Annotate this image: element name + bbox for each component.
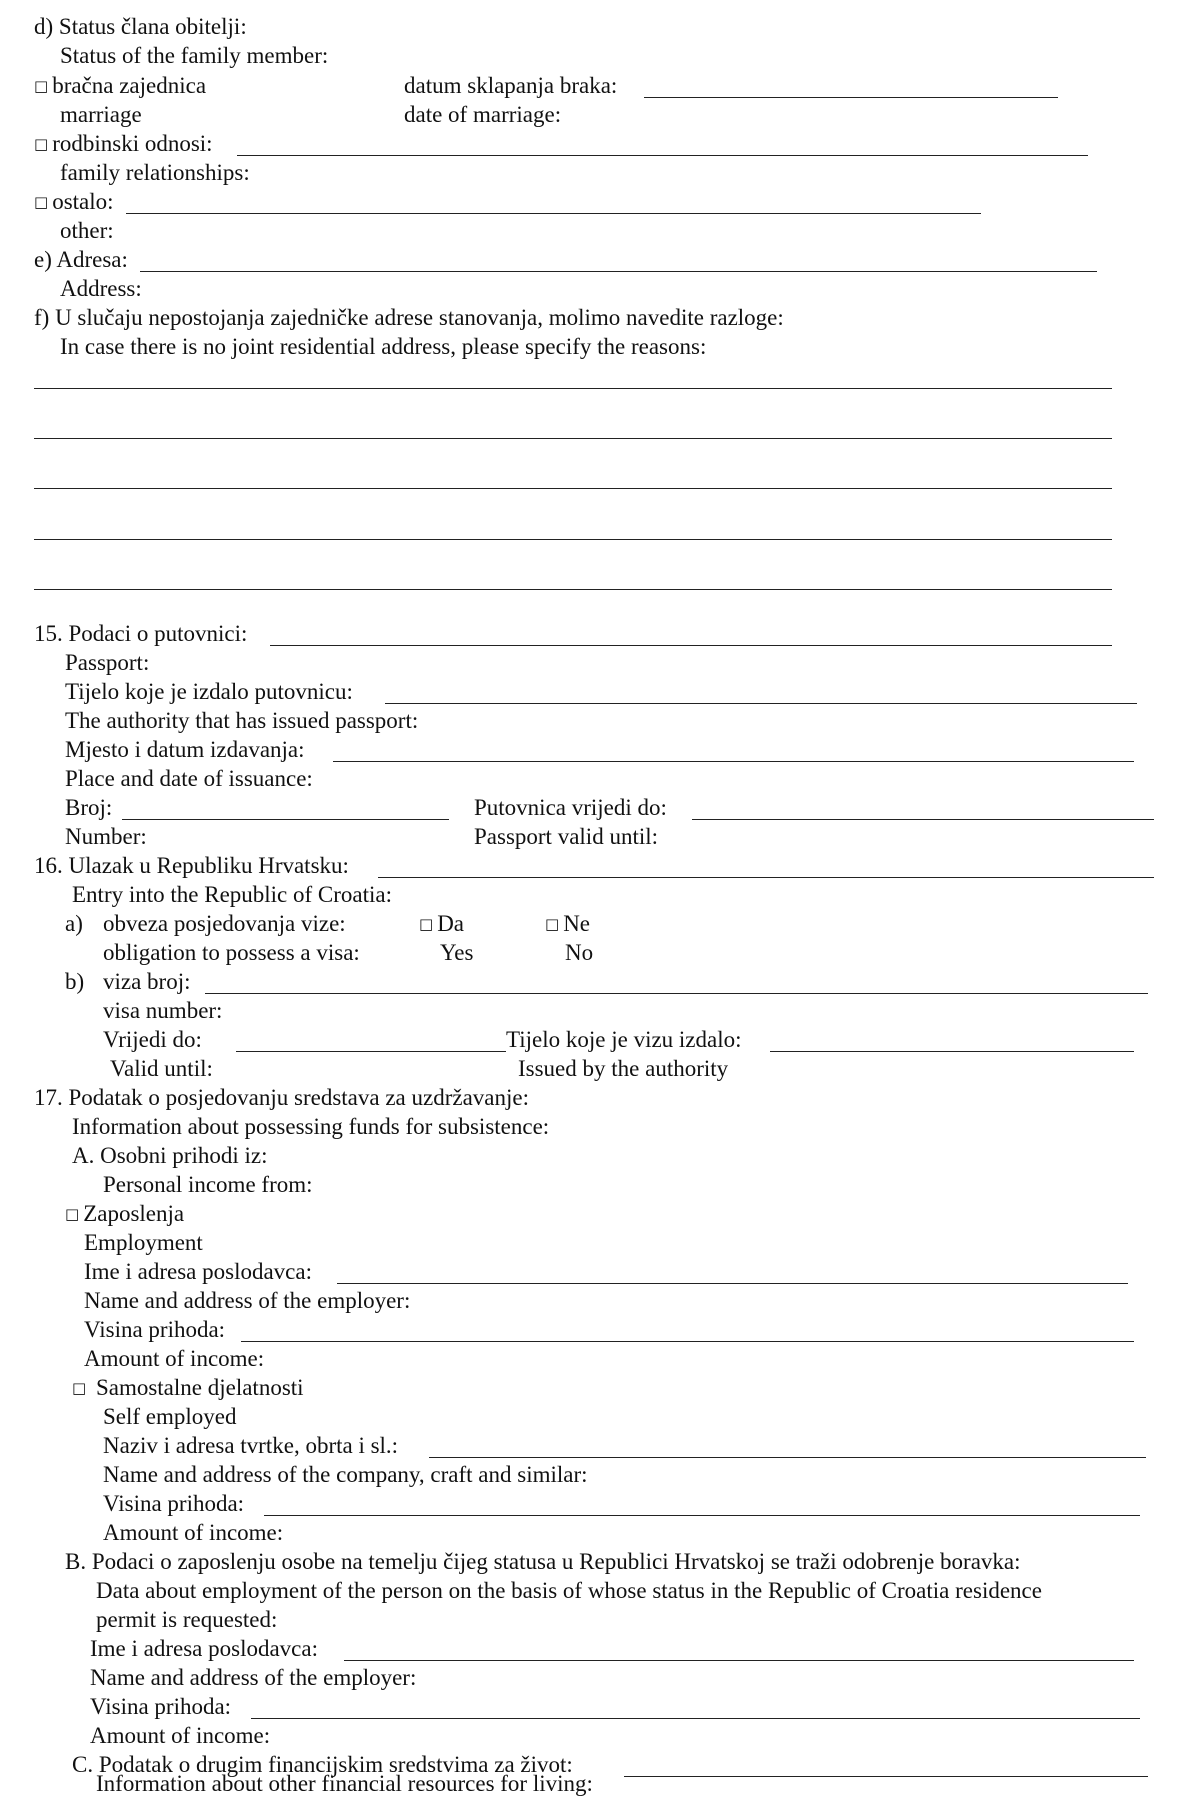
- entry-title: 16. Ulazak u Republiku Hrvatsku:: [34, 853, 349, 878]
- passport-authority-field[interactable]: [385, 703, 1137, 704]
- address-label: e) Adresa:: [34, 247, 128, 272]
- company-field[interactable]: [429, 1457, 1146, 1458]
- checkbox-icon[interactable]: □: [34, 193, 49, 211]
- employment-basis-title: B. Podaci o zaposlenju osobe na temelju čijeg statusa u Republici Hrvatskoj se traži odobrenje boravka:: [65, 1549, 1021, 1574]
- employment-basis-title-en-1: Data about employment of the person on the basis of whose status in the Republic of Croatia residence: [96, 1578, 1042, 1603]
- visa-number-label: viza broj:: [103, 969, 191, 994]
- checkbox-icon[interactable]: □: [72, 1379, 87, 1397]
- income-field[interactable]: [241, 1341, 1134, 1342]
- checkbox-employment[interactable]: [65, 1200, 184, 1230]
- reasons-line-3[interactable]: [34, 488, 1112, 489]
- reasons-line-1[interactable]: [34, 388, 1112, 389]
- other-label: ostalo:: [52, 189, 114, 214]
- passport-title: 15. Podaci o putovnici:: [34, 621, 248, 646]
- passport-valid-label: Putovnica vrijedi do:: [474, 795, 667, 820]
- other-funds-title: C. Podatak o drugim financijskim sredstvima za život:: [72, 1752, 573, 1777]
- checkbox-icon[interactable]: □: [34, 135, 49, 153]
- company-label-en: Name and address of the company, craft and similar:: [103, 1462, 588, 1487]
- income2-field[interactable]: [264, 1515, 1140, 1516]
- company-label: Naziv i adresa tvrtke, obrta i sl.:: [103, 1433, 399, 1458]
- checkbox-marriage[interactable]: [34, 72, 206, 102]
- reasons-line-5[interactable]: [34, 589, 1112, 590]
- reasons-line-2[interactable]: [34, 438, 1112, 439]
- marriage-date-label: datum sklapanja braka:: [404, 73, 618, 98]
- employer-label-en: Name and address of the employer:: [84, 1288, 411, 1313]
- income2-label-en: Amount of income:: [103, 1520, 284, 1545]
- entry-field[interactable]: [378, 877, 1154, 878]
- joint-address-question-en: In case there is no joint residential address, please specify the reasons:: [60, 334, 707, 359]
- checkbox-visa-no[interactable]: [545, 910, 590, 940]
- checkbox-visa-yes[interactable]: [419, 910, 464, 940]
- visa-obligation-label: obveza posjedovanja vize:: [103, 911, 346, 936]
- personal-income-title: A. Osobni prihodi iz:: [72, 1143, 268, 1168]
- checkbox-self-employed[interactable]: [72, 1374, 304, 1404]
- marriage-date-field[interactable]: [644, 97, 1058, 98]
- other-field[interactable]: [126, 213, 981, 214]
- section-d-heading-en: Status of the family member:: [60, 43, 329, 68]
- b-income-label-en: Amount of income:: [90, 1723, 271, 1748]
- passport-field[interactable]: [270, 645, 1112, 646]
- passport-title-en: Passport:: [65, 650, 150, 675]
- section-d-heading: d) Status člana obitelji:: [34, 14, 247, 39]
- visa-valid-label-en: Valid until:: [110, 1056, 213, 1081]
- income-label: Visina prihoda:: [84, 1317, 226, 1342]
- employer-label: Ime i adresa poslodavca:: [84, 1259, 312, 1284]
- employment-label-en: Employment: [84, 1230, 203, 1255]
- income2-label: Visina prihoda:: [103, 1491, 245, 1516]
- issuance-label-en: Place and date of issuance:: [65, 766, 313, 791]
- personal-income-title-en: Personal income from:: [103, 1172, 313, 1197]
- visa-yes-label: Da: [437, 911, 465, 936]
- checkbox-icon[interactable]: □: [65, 1205, 80, 1223]
- visa-issued-field[interactable]: [770, 1051, 1134, 1052]
- visa-number-label-en: visa number:: [103, 998, 223, 1023]
- relationships-field[interactable]: [237, 155, 1088, 156]
- relationships-label-en: family relationships:: [60, 160, 250, 185]
- marriage-label: bračna zajednica: [52, 73, 207, 98]
- passport-authority-label-en: The authority that has issued passport:: [65, 708, 419, 733]
- income-label-en: Amount of income:: [84, 1346, 265, 1371]
- passport-authority-label: Tijelo koje je izdalo putovnicu:: [65, 679, 353, 704]
- passport-number-label-en: Number:: [65, 824, 147, 849]
- visa-number-marker: b): [65, 969, 85, 994]
- visa-yes-label-en: Yes: [440, 940, 474, 965]
- visa-issued-label: Tijelo koje je vizu izdalo:: [506, 1027, 742, 1052]
- b-employer-label-en: Name and address of the employer:: [90, 1665, 417, 1690]
- visa-obligation-label-en: obligation to possess a visa:: [103, 940, 360, 965]
- b-employer-field[interactable]: [344, 1660, 1134, 1661]
- b-employer-label: Ime i adresa poslodavca:: [90, 1636, 318, 1661]
- visa-no-label: Ne: [563, 911, 591, 936]
- checkbox-other[interactable]: [34, 188, 114, 218]
- relationships-label: rodbinski odnosi:: [52, 131, 213, 156]
- joint-address-question: f) U slučaju nepostojanja zajedničke adrese stanovanja, molimo navedite razloge:: [34, 305, 784, 330]
- marriage-date-label-en: date of marriage:: [404, 102, 562, 127]
- visa-issued-label-en: Issued by the authority: [518, 1056, 729, 1081]
- other-label-en: other:: [60, 218, 114, 243]
- self-employed-label: Samostalne djelatnosti: [95, 1375, 304, 1400]
- self-employed-label-en: Self employed: [103, 1404, 237, 1429]
- entry-title-en: Entry into the Republic of Croatia:: [72, 882, 393, 907]
- funds-title: 17. Podatak o posjedovanju sredstava za uzdržavanje:: [34, 1085, 529, 1110]
- b-income-field[interactable]: [251, 1718, 1140, 1719]
- checkbox-icon[interactable]: □: [34, 77, 49, 95]
- visa-valid-label: Vrijedi do:: [103, 1027, 202, 1052]
- passport-number-label: Broj:: [65, 795, 113, 820]
- employment-basis-title-en-2: permit is requested:: [96, 1607, 278, 1632]
- passport-valid-field[interactable]: [692, 819, 1154, 820]
- employment-label: Zaposlenja: [83, 1201, 185, 1226]
- other-funds-field[interactable]: [624, 1776, 1148, 1777]
- visa-no-label-en: No: [565, 940, 594, 965]
- checkbox-icon[interactable]: □: [419, 915, 434, 933]
- issuance-label: Mjesto i datum izdavanja:: [65, 737, 305, 762]
- reasons-line-4[interactable]: [34, 539, 1112, 540]
- b-income-label: Visina prihoda:: [90, 1694, 232, 1719]
- passport-number-field[interactable]: [122, 819, 449, 820]
- marriage-label-en: marriage: [60, 102, 142, 127]
- visa-obligation-marker: a): [65, 911, 83, 936]
- issuance-field[interactable]: [333, 761, 1134, 762]
- visa-valid-field[interactable]: [236, 1051, 506, 1052]
- funds-title-en: Information about possessing funds for subsistence:: [72, 1114, 550, 1139]
- visa-number-field[interactable]: [205, 993, 1148, 994]
- passport-valid-label-en: Passport valid until:: [474, 824, 658, 849]
- employer-field[interactable]: [337, 1283, 1128, 1284]
- checkbox-relationships[interactable]: [34, 130, 213, 160]
- checkbox-icon[interactable]: □: [545, 915, 560, 933]
- other-funds-title-en: Information about other financial resources for living:: [96, 1771, 593, 1796]
- address-field[interactable]: [140, 271, 1097, 272]
- address-label-en: Address:: [60, 276, 142, 301]
